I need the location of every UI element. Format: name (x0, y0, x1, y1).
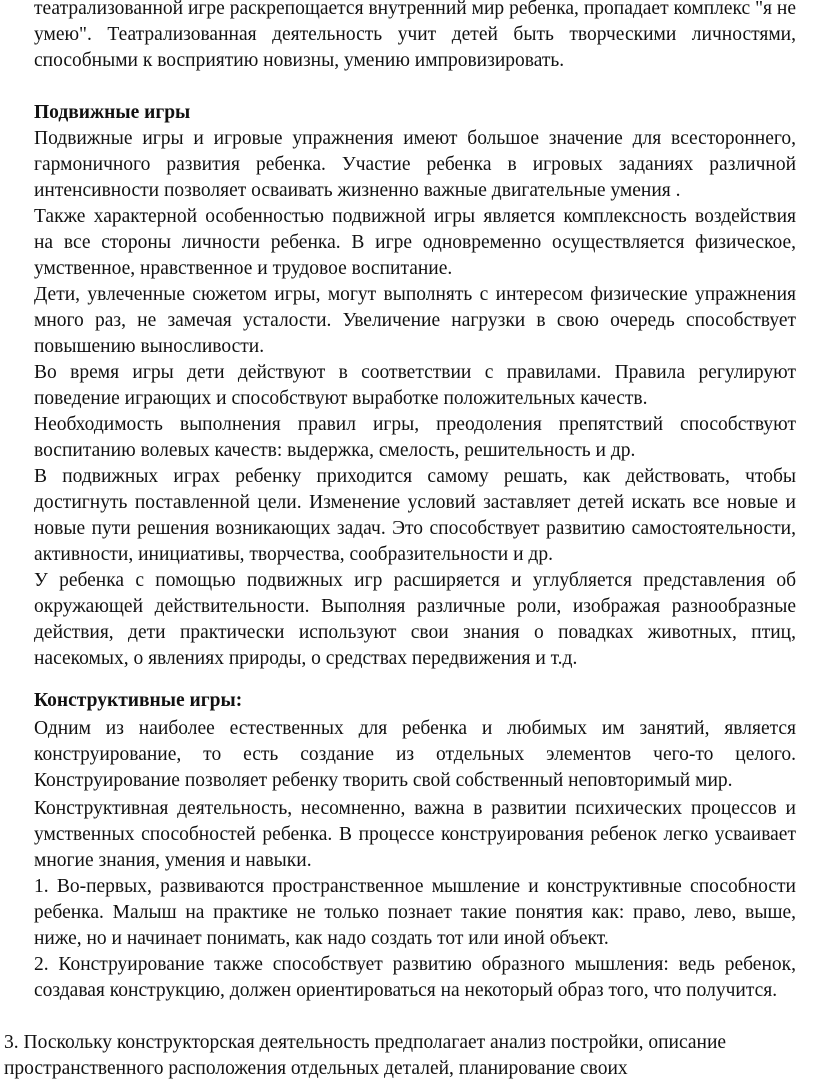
intro-paragraph: театрализованной игре раскрепощается внутренний мир ребенка, пропадает комплекс "я не умею". Театрализованная деятельность учит детей быть творческими личностями, способными к восприятию новизны, умению импровизировать. (34, 0, 796, 71)
paragraph: В подвижных играх ребенку приходится самому решать, как действовать, чтобы достигнуть поставленной цели. Изменение условий заставляет детей искать все новые и новые пути решения возникающих задач. Это способствует развитию самостоятельности, активности, инициативы, творчества, сообразительности и др. (34, 466, 796, 565)
section-heading-construction-games: Конструктивные игры: (34, 690, 243, 711)
paragraph: Дети, увлеченные сюжетом игры, могут выполнять с интересом физические упражнения много раз, не замечая усталости. Увеличение нагрузки в свою очередь способствует повышению выносливости. (34, 284, 796, 357)
paragraph: Конструктивная деятельность, несомненно, важна в развитии психических процессов и умственных способностей ребенка. В процессе конструирования ребенок легко усваивает многие знания, умения и навыки. (34, 798, 796, 871)
paragraph: У ребенка с помощью подвижных игр расширяется и углубляется представления об окружающей действительности. Выполняя различные роли, изображая разнообразные действия, дети практически используют свои знания о повадках животных, птиц, насекомых, о явлениях природы, о средствах передвижения и т.д. (34, 570, 796, 669)
paragraph: Необходимость выполнения правил игры, преодоления препятствий способствуют воспитанию волевых качеств: выдержка, смелость, решительность и др. (34, 414, 796, 461)
numbered-paragraph: 2. Конструирование также способствует развитию образного мышления: ведь ребенок, создавая конструкцию, должен ориентироваться на некоторый образ того, что получится. (34, 954, 796, 1001)
paragraph: Одним из наиболее естественных для ребенка и любимых им занятий, является конструирование, то есть создание из отдельных элементов чего-то целого. Конструирование позволяет ребенку творить свой собственный неповторимый мир. (34, 718, 796, 791)
paragraph: Во время игры дети действуют в соответствии с правилами. Правила регулируют поведение играющих и способствуют выработке положительных качеств. (34, 362, 796, 409)
paragraph: Также характерной особенностью подвижной игры является комплексность воздействия на все стороны личности ребенка. В игре одновременно осуществляется физическое, умственное, нравственное и трудовое воспитание. (34, 206, 796, 279)
numbered-paragraph: 1. Во-первых, развиваются пространственное мышление и конструктивные способности ребенка. Малыш на практике не только познает такие понятия как: право, лево, выше, ниже, но и начинает понимать, как надо создать тот или иной объект. (34, 876, 796, 949)
section-heading-outdoor-games: Подвижные игры (34, 102, 191, 123)
numbered-paragraph: 3. Поскольку конструкторская деятельность предполагает анализ постройки, описание пространственного расположения отдельных деталей, планирование своих (4, 1032, 727, 1079)
paragraph: Подвижные игры и игровые упражнения имеют большое значение для всестороннего, гармоничного развития ребенка. Участие ребенка в игровых заданиях различной интенсивности позволяет осваивать жизненно важные двигательные умения . (34, 128, 796, 201)
